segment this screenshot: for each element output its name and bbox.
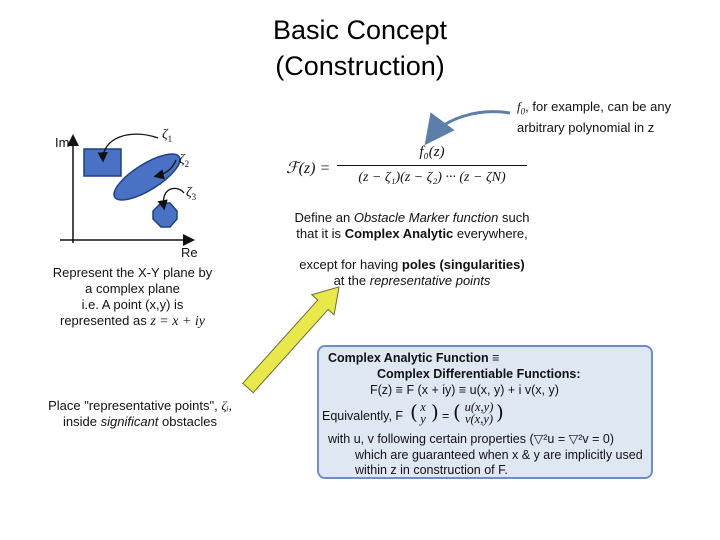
obstacle-square: [84, 149, 121, 176]
define-text: Define an Obstacle Marker function such that it is Complex Analytic everywhere,: [294, 210, 530, 241]
vector-uv: u(x,y) v(x,y): [464, 400, 494, 426]
formula-denominator: (z − ζ₁)(z − ζ₂) ··· (z − ζN): [358, 170, 506, 185]
fraction-bar: [337, 165, 527, 166]
box-line1: Complex Analytic Function ≡: [328, 351, 500, 365]
im-label: Im: [55, 135, 70, 150]
left-paren-1: (: [410, 400, 418, 424]
f0-annotation-arrow: [430, 112, 510, 138]
vector-xy: x y: [420, 400, 426, 426]
box-line7: within z in construction of F.: [355, 463, 508, 477]
representative-points-text: Place "representative points", ζᵢ, inside significant obstacles: [48, 398, 232, 429]
zeta2-label: $\zeta_2$: [179, 152, 190, 169]
box-line5: with u, v following certain properties (▽²u = ▽²v = 0): [328, 432, 615, 446]
box-line2: Complex Differentiable Functions:: [377, 367, 581, 381]
obstacle-hexagon: [153, 203, 177, 227]
right-paren-2: ): [496, 400, 504, 424]
right-paren-1: ): [431, 400, 439, 424]
formula-lhs: ℱ(z) =: [286, 160, 331, 177]
zeta3-label: $\zeta_3$: [186, 185, 197, 202]
slide-subtitle: (Construction): [275, 51, 445, 81]
re-label: Re: [181, 245, 198, 260]
box-line3: F(z) ≡ F (x + iy) ≡ u(x, y) + i v(x, y): [370, 383, 559, 397]
f0-annotation: $f_0$, for example, can be any arbitrary polynomial in z: [517, 99, 672, 135]
formula-numerator: f₀(z): [419, 144, 445, 160]
zeta1-label: $\zeta_1$: [162, 127, 173, 144]
box-equiv-label: Equivalently, F: [322, 409, 404, 423]
box-line6: which are guaranteed when x & y are implicitly used: [355, 448, 643, 462]
slide-title: Basic Concept: [272, 15, 448, 45]
equals-sign: =: [442, 409, 450, 423]
plane-description: Represent the X-Y plane by a complex plane i.e. A point (x,y) is represented as z = x + iy: [52, 265, 213, 329]
poles-text: except for having poles (singularities) at the representative points: [299, 257, 525, 288]
left-paren-2: (: [453, 400, 461, 424]
